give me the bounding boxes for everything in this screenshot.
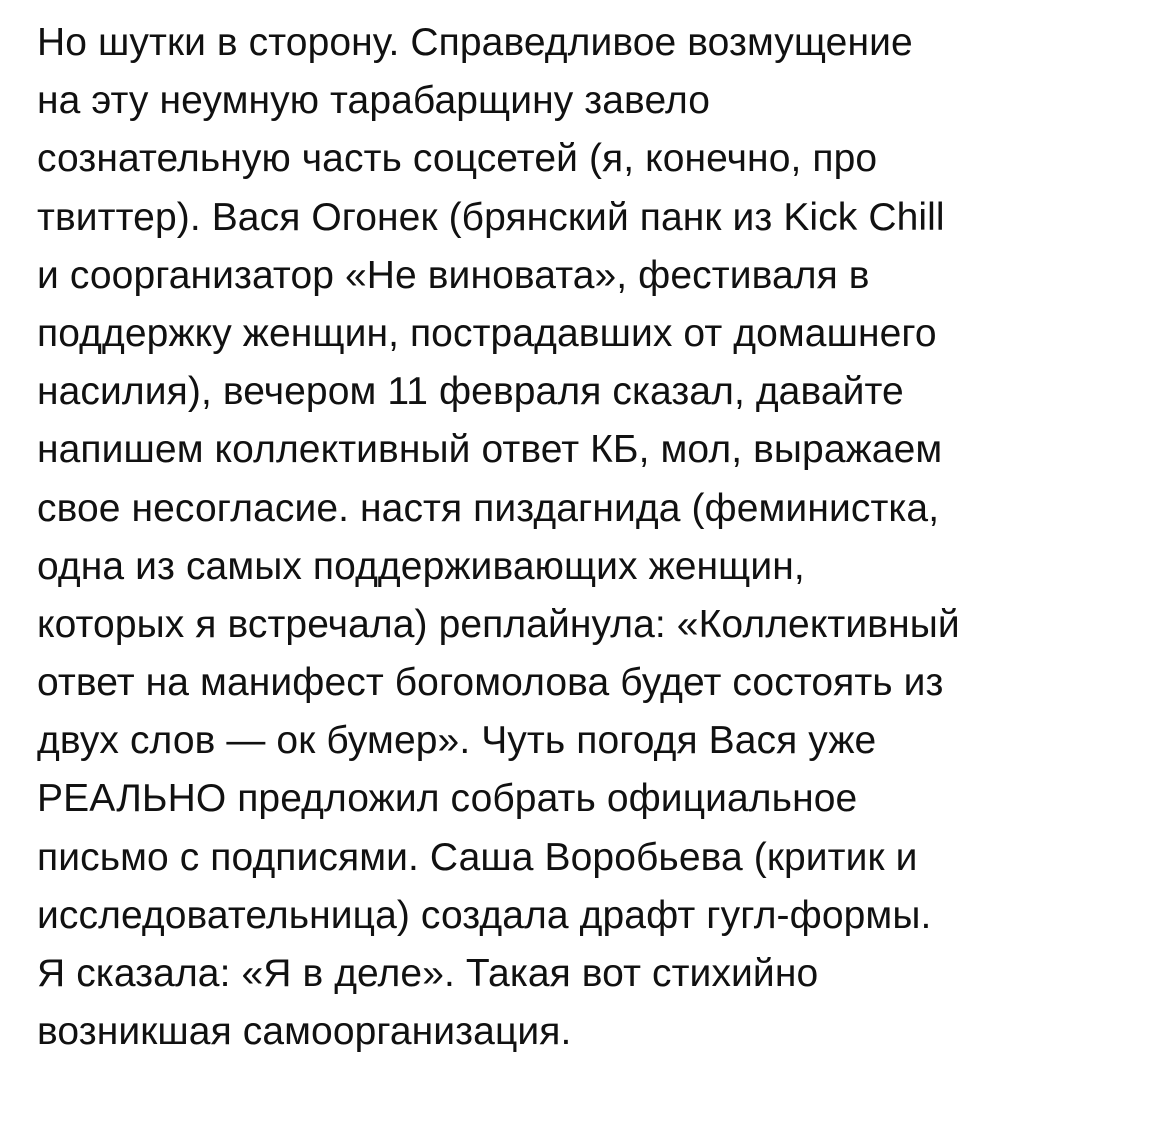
text-line: напишем коллективный ответ КБ, мол, выражаем (37, 428, 943, 472)
text-line: свое несогласие. настя пиздагнида (феминистка, (37, 486, 940, 530)
text-line: письмо с подписями. Саша Воробьева (критик и (37, 835, 918, 879)
text-line: Но шутки в сторону. Справедливое возмущение (37, 21, 913, 64)
text-line: которых я встречала) реплайнула: «Коллективный (37, 602, 960, 646)
text-line: на эту неумную тарабарщину завело (37, 79, 711, 123)
paragraph (37, 14, 1147, 1061)
text-line: исследовательница) создала драфт гугл-формы. (37, 893, 932, 937)
text-line: двух слов — ок бумер». Чуть погодя Вася уже (37, 719, 877, 763)
text-line: РЕАЛЬНО предложил собрать официальное (37, 777, 858, 821)
text-line: Я сказала: «Я в деле». Такая вот стихийно (37, 952, 819, 995)
text-line: твиттер). Вася Огонек (брянский панк из Kick Chill (37, 195, 945, 239)
text-line: сознательную часть соцсетей (я, конечно, про (37, 137, 878, 181)
text-line: поддержку женщин, пострадавших от домашнего (37, 311, 937, 355)
text-line: одна из самых поддерживающих женщин, (37, 544, 805, 588)
text-line: и соорганизатор «Не виновата», фестиваля в (37, 253, 870, 297)
text-line: ответ на манифест богомолова будет состоять из (37, 661, 944, 705)
text-line: возникшая самоорганизация. (37, 1010, 572, 1054)
text-line: насилия), вечером 11 февраля сказал, давайте (37, 370, 904, 414)
